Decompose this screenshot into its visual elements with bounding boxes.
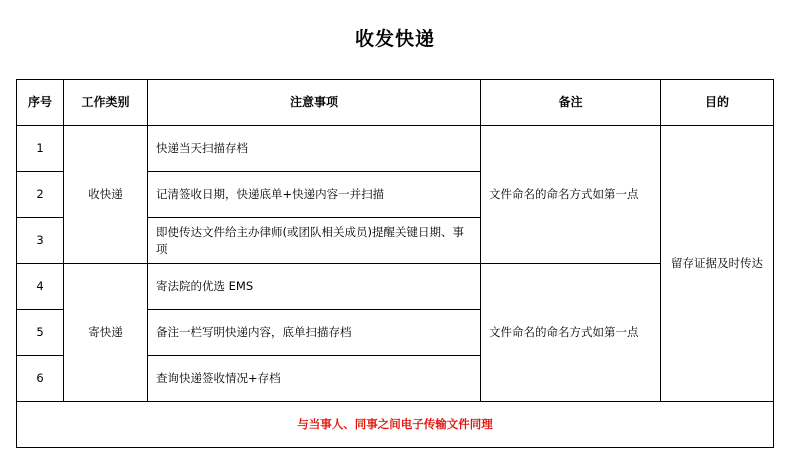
category-receive: 收快递 xyxy=(64,126,148,264)
row-note: 即使传达文件给主办律师(或团队相关成员)提醒关键日期、事项 xyxy=(148,218,481,264)
page-title: 收发快递 xyxy=(354,28,435,50)
row-note: 查询快递签收情况+存档 xyxy=(148,356,481,402)
category-send: 寄快递 xyxy=(64,264,148,402)
row-seq: 3 xyxy=(17,218,64,264)
row-note: 记清签收日期，快递底单+快递内容一并扫描 xyxy=(148,172,481,218)
express-procedure-table xyxy=(16,79,774,448)
header-category: 工作类别 xyxy=(64,80,148,126)
row-note: 备注一栏写明快递内容，底单扫描存档 xyxy=(148,310,481,356)
table-row xyxy=(17,126,774,172)
footer-note: 与当事人、同事之间电子传输文件同理 xyxy=(17,402,774,448)
row-note: 快递当天扫描存档 xyxy=(148,126,481,172)
row-seq: 6 xyxy=(17,356,64,402)
row-seq: 5 xyxy=(17,310,64,356)
header-seq: 序号 xyxy=(17,80,64,126)
row-seq: 2 xyxy=(17,172,64,218)
table-header-row xyxy=(17,80,774,126)
purpose-cell: 留存证据及时传达 xyxy=(661,126,774,402)
row-seq: 4 xyxy=(17,264,64,310)
header-notes: 注意事项 xyxy=(148,80,481,126)
row-seq: 1 xyxy=(17,126,64,172)
table-row xyxy=(17,264,774,310)
remark-send: 文件命名的命名方式如第一点 xyxy=(481,264,661,402)
row-note: 寄法院的优选 EMS xyxy=(148,264,481,310)
table-footer-row xyxy=(17,402,774,448)
header-remarks: 备注 xyxy=(481,80,661,126)
header-purpose: 目的 xyxy=(661,80,774,126)
remark-receive: 文件命名的命名方式如第一点 xyxy=(481,126,661,264)
